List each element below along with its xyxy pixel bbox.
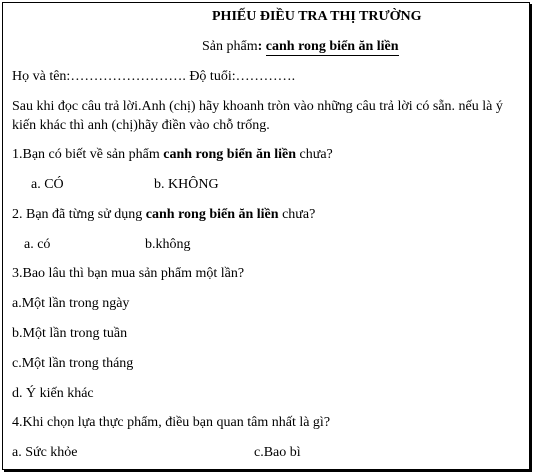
question-2-pre: 2. Bạn đã từng sử dụng	[12, 207, 146, 222]
question-4-option-c[interactable]: c.Bao bì	[254, 445, 301, 460]
question-1-option-b[interactable]: b. KHÔNG	[154, 177, 219, 192]
product-line	[202, 39, 399, 55]
question-1	[12, 147, 333, 163]
question-1-product: canh rong biển ăn liền	[163, 147, 297, 162]
question-3-option-a[interactable]: a.Một lần trong ngày	[12, 296, 130, 311]
form-title: PHIẾU ĐIỀU TRA THỊ TRƯỜNG	[212, 9, 422, 24]
question-3: 3.Bao lâu thì bạn mua sản phẩm một lần?	[12, 266, 245, 281]
product-name: canh rong biển ăn liền	[265, 39, 399, 54]
question-2-option-b[interactable]: b.không	[145, 237, 191, 252]
question-3-option-b[interactable]: b.Một lần trong tuần	[12, 326, 128, 341]
product-separator: :	[257, 39, 266, 54]
question-3-option-c[interactable]: c.Một lần trong tháng	[12, 356, 134, 371]
question-4: 4.Khi chọn lựa thực phẩm, điều bạn quan tâm nhất là gì?	[12, 415, 331, 430]
name-age-line[interactable]: Họ và tên:……………………. Độ tuổi:………….	[12, 69, 296, 84]
question-2	[12, 207, 315, 223]
question-1-option-a[interactable]: a. CÓ	[31, 177, 64, 192]
question-1-post: chưa?	[296, 147, 333, 162]
question-2-option-a[interactable]: a. có	[24, 237, 51, 252]
intro-line-2: kiến khác thì anh (chị)hãy điền vào chỗ trống.	[12, 118, 270, 133]
question-1-pre: 1.Bạn có biết về sản phẩm	[12, 147, 164, 162]
product-label: Sản phẩm	[202, 39, 258, 54]
question-3-option-d[interactable]: d. Ý kiến khác	[12, 386, 94, 401]
question-2-product: canh rong biển ăn liền	[145, 207, 279, 222]
question-2-post: chưa?	[278, 207, 316, 222]
question-4-option-a[interactable]: a. Sức khỏe	[12, 445, 78, 460]
intro-line-1: Sau khi đọc câu trả lời.Anh (chị) hãy khoanh tròn vào những câu trả lời có sẵn. nếu là ý	[12, 99, 503, 114]
